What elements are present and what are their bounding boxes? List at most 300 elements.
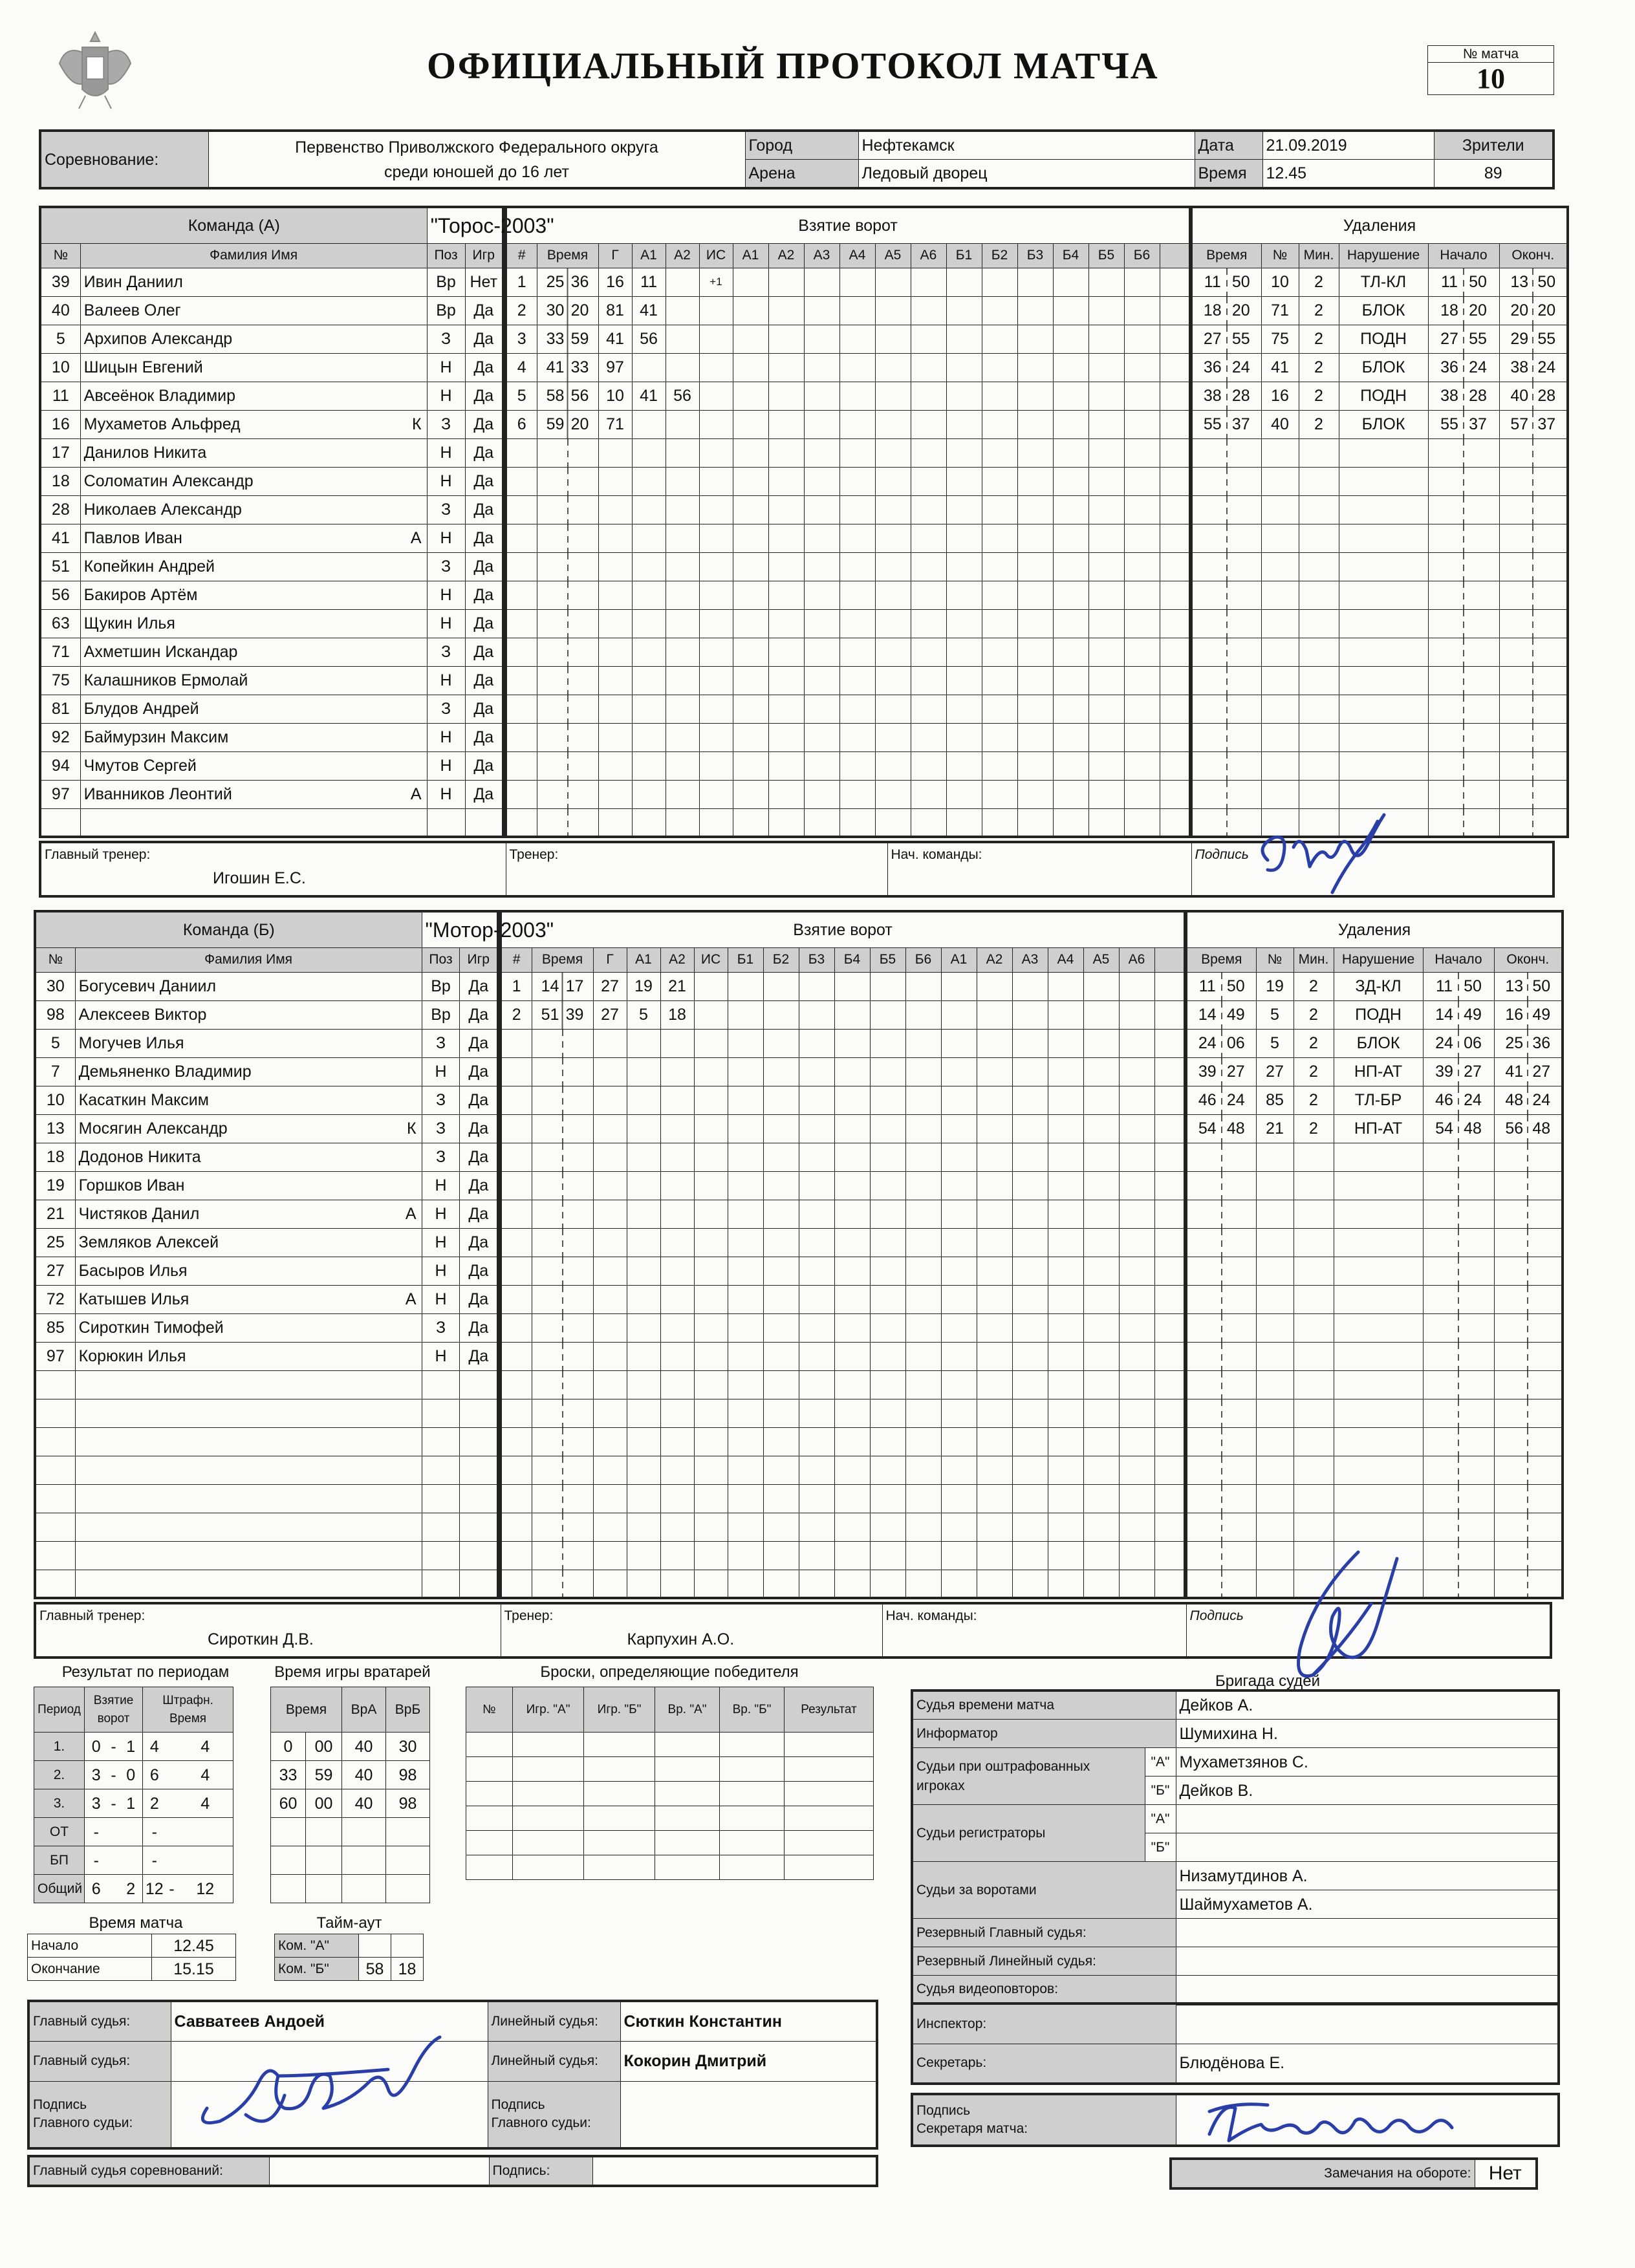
goal-judge-1: Низамутдинов А. [1176, 1862, 1559, 1890]
player-plays [460, 1541, 498, 1570]
player-number: 92 [40, 723, 80, 751]
goal-sec: 39 [565, 1006, 584, 1024]
pen-end-min: 13 [1505, 977, 1524, 995]
period-goals-a: - [85, 1818, 108, 1846]
pen-sec: 28 [1231, 387, 1250, 405]
period-row: 1. 0 - 1 4 4 [34, 1733, 233, 1761]
team_b-penalty-row [1186, 1143, 1563, 1171]
roster-col-3: Поз [422, 947, 460, 972]
team_a-player-row [40, 495, 503, 524]
goal-min: 58 [546, 387, 565, 405]
team_b-player-row [35, 972, 498, 1000]
goal-col-4: А2 [660, 947, 694, 972]
shootout-col-4: Вр. "Б" [720, 1687, 785, 1733]
team_b-penalty-row [1186, 1086, 1563, 1114]
goal-min: 33 [546, 330, 565, 348]
player-name: Чмутов Сергей [83, 757, 197, 775]
team_b-player-row [35, 1370, 498, 1399]
player-name: Данилов Никита [83, 444, 207, 462]
pen-infraction: БЛОК [1339, 410, 1428, 438]
arena-label: Арена [745, 160, 858, 189]
goal-situation: +1 [699, 268, 733, 296]
roster-col-3: Поз [427, 243, 465, 268]
timeout-b-label: Ком. "Б" [275, 1958, 359, 1981]
goal-situation [694, 1000, 728, 1029]
period-row: 2. 3 - 0 6 4 [34, 1761, 233, 1789]
team_b-player-row [35, 1484, 498, 1513]
player-name: Земляков Алексей [78, 1233, 219, 1251]
pen-start-sec: 20 [1469, 301, 1487, 319]
goal-col-9: Б4 [834, 947, 870, 972]
team_b-goal-row [501, 1143, 1185, 1171]
shootout-col-1: Игр. "А" [513, 1687, 584, 1733]
periods-col-0: Период [34, 1687, 85, 1733]
goalie-sec: 59 [306, 1761, 342, 1789]
player-number: 10 [40, 353, 80, 382]
player-position: З [427, 495, 465, 524]
pen-minutes: 2 [1299, 382, 1339, 410]
team_a-goal-row [506, 325, 1190, 353]
team_b-penalty-row [1186, 1513, 1563, 1541]
player-name: Ивин Даниил [83, 273, 183, 291]
team_a-goal-row [506, 382, 1190, 410]
period-pim-b: 12 [178, 1875, 233, 1903]
player-name: Додонов Никита [78, 1148, 201, 1166]
goal-col-13: А2 [977, 947, 1012, 972]
player-name: Блудов Андрей [83, 700, 199, 718]
player-plays: Да [460, 1000, 498, 1029]
pen-start-min: 54 [1435, 1119, 1453, 1138]
goal-min: 41 [546, 358, 565, 376]
pen-minutes: 2 [1294, 1000, 1334, 1029]
penalty-judges-label: Судьи при оштрафованных игроках [912, 1748, 1145, 1805]
shootout-row [466, 1855, 874, 1880]
roster-col-0: № [35, 947, 75, 972]
spectators-value: 89 [1434, 160, 1554, 189]
goal-col-14: А3 [1012, 947, 1048, 972]
team_a-penalty-row [1191, 325, 1568, 353]
pen-start-sec: 37 [1469, 415, 1487, 433]
team_b-penalty-row [1186, 1029, 1563, 1057]
goalie-col-2: ВрБ [386, 1687, 430, 1733]
player-number [35, 1513, 75, 1541]
shootout-col-3: Вр. "А" [655, 1687, 720, 1733]
team_a-player-row [40, 638, 503, 666]
pen-min: 46 [1198, 1091, 1217, 1109]
team_b-penalty-row [1186, 1228, 1563, 1257]
player-plays: Да [465, 467, 503, 495]
goal-assist-2 [666, 268, 699, 296]
main-sign-label-4: Главного судьи: [491, 2115, 591, 2131]
period-name: Общий [34, 1875, 85, 1903]
player-plays: Да [465, 524, 503, 552]
player-plays: Да [465, 780, 503, 808]
player-name: Валеев Олег [83, 301, 181, 319]
goal-number: 1 [501, 972, 532, 1000]
player-number: 18 [35, 1143, 75, 1171]
player-plays: Да [460, 1057, 498, 1086]
inspector [1176, 2003, 1559, 2044]
pen-minutes: 2 [1294, 972, 1334, 1000]
team_b-player-row [35, 1285, 498, 1313]
player-position: Н [422, 1257, 460, 1285]
team_b-player-row [35, 1399, 498, 1427]
team-a-signature [1248, 808, 1403, 899]
pen-col-4: Начало [1423, 947, 1494, 972]
player-number: 16 [40, 410, 80, 438]
pen-sec: 50 [1231, 273, 1250, 291]
team_a-player-row [40, 723, 503, 751]
shootout-col-5: Результат [785, 1687, 874, 1733]
player-plays: Нет [465, 268, 503, 296]
team_b-goal-row [501, 1370, 1185, 1399]
goal-number: 4 [506, 353, 537, 382]
team_a-player-row [40, 524, 503, 552]
player-number [35, 1427, 75, 1456]
pen-start-sec: 48 [1464, 1119, 1482, 1138]
time-label: Время [1195, 160, 1262, 189]
player-captain-mark: А [410, 785, 422, 803]
shootout-col-2: Игр. "Б" [584, 1687, 655, 1733]
player-number [35, 1570, 75, 1598]
goal-col-16: А5 [1083, 947, 1119, 972]
goal-col-10: А5 [875, 243, 911, 268]
player-number: 72 [35, 1285, 75, 1313]
team_a-goal-row [506, 666, 1190, 695]
period-name: ОТ [34, 1818, 85, 1846]
team_a-player-row [40, 609, 503, 638]
player-number: 18 [40, 467, 80, 495]
pen-minutes: 2 [1294, 1029, 1334, 1057]
player-number: 28 [40, 495, 80, 524]
player-number [35, 1541, 75, 1570]
pen-player: 10 [1261, 268, 1299, 296]
team_b-penalty-row [1186, 1342, 1563, 1370]
pen-end-min: 48 [1505, 1091, 1524, 1109]
goal-min: 14 [541, 977, 559, 995]
team_b-goal-row [501, 1200, 1185, 1228]
team_b-goal-row [501, 972, 1185, 1000]
pen-player: 5 [1256, 1029, 1294, 1057]
player-number: 98 [35, 1000, 75, 1029]
goal-col-8: Б3 [799, 947, 834, 972]
team_b-head-coach: Сироткин Д.В. [208, 1630, 314, 1648]
player-position [422, 1456, 460, 1484]
team_a-penalty-row [1191, 723, 1568, 751]
pen-end-min: 16 [1505, 1006, 1524, 1024]
player-position: Н [422, 1057, 460, 1086]
goal-col-1: Время [532, 947, 593, 972]
team_a-player-row [40, 751, 503, 780]
goal-col-7: А2 [768, 243, 804, 268]
main-referee-label-2: Главный судья: [28, 2041, 171, 2081]
linesman-1: Сюткин Константин [620, 2001, 877, 2041]
player-number: 51 [40, 552, 80, 581]
penalty-b-mark: "Б" [1145, 1777, 1176, 1805]
linesman-label-1: Линейный судья: [488, 2001, 620, 2041]
team_a-player-row [40, 808, 503, 837]
team_a-player-row [40, 780, 503, 808]
city-label: Город [745, 131, 858, 160]
pen-end-min: 25 [1505, 1034, 1524, 1052]
player-number: 5 [40, 325, 80, 353]
player-plays: Да [460, 1342, 498, 1370]
team_b-player-row [35, 1570, 498, 1598]
player-position: З [427, 695, 465, 723]
team_a-goal-row [506, 438, 1190, 467]
period-goals-b: 0 [120, 1761, 143, 1789]
pen-minutes: 2 [1299, 353, 1339, 382]
goal-col-3: А1 [627, 947, 660, 972]
player-plays: Да [465, 410, 503, 438]
match-time-title: Время матча [89, 1914, 183, 1932]
match-end: 15.15 [152, 1958, 236, 1981]
player-position: З [427, 410, 465, 438]
team_a-goal-row [506, 552, 1190, 581]
pen-end-sec: 49 [1532, 1006, 1551, 1024]
goal-col-1: Время [537, 243, 598, 268]
pen-infraction: БЛОК [1334, 1029, 1423, 1057]
player-plays [465, 808, 503, 837]
goal-col-3: А1 [632, 243, 666, 268]
pen-infraction: БЛОК [1339, 353, 1428, 382]
player-position: Н [427, 581, 465, 609]
goal-sec: 59 [570, 330, 589, 348]
period-goals-a: - [85, 1846, 108, 1875]
team_a-goals [504, 206, 1191, 838]
informer-label: Информатор [912, 1720, 1176, 1748]
team_b-goals [499, 910, 1186, 1599]
pen-min: 11 [1198, 977, 1216, 995]
pen-minutes: 2 [1294, 1057, 1334, 1086]
pen-col-3: Нарушение [1339, 243, 1428, 268]
pen-min: 38 [1203, 387, 1222, 405]
goalie-time-title: Время игры вратарей [274, 1663, 431, 1681]
main-referee-1: Савватеев Андоей [171, 2001, 488, 2041]
player-number: 56 [40, 581, 80, 609]
goal-scorer: 16 [598, 268, 632, 296]
player-number: 27 [35, 1257, 75, 1285]
player-plays: Да [465, 666, 503, 695]
pen-start-sec: 28 [1469, 387, 1487, 405]
team_b-player-row [35, 1342, 498, 1370]
registrars-label: Судьи регистраторы [912, 1805, 1145, 1862]
player-plays: Да [465, 751, 503, 780]
pen-min: 54 [1198, 1119, 1217, 1138]
pen-player: 5 [1256, 1000, 1294, 1029]
player-name: Шицын Евгений [83, 358, 203, 376]
goalie-row [271, 1733, 430, 1761]
player-position [427, 808, 465, 837]
pen-player: 21 [1256, 1114, 1294, 1143]
goal-sec: 17 [565, 977, 584, 995]
goal-number: 2 [506, 296, 537, 325]
team_a-goal-row [506, 495, 1190, 524]
pen-end-sec: 50 [1537, 273, 1556, 291]
goal-col-12: Б1 [946, 243, 982, 268]
player-number [35, 1399, 75, 1427]
team_b-label: Команда (Б) [35, 911, 422, 947]
pen-player: 27 [1256, 1057, 1294, 1086]
team_a-player-row [40, 325, 503, 353]
team_a-player-row [40, 438, 503, 467]
goal-scorer: 27 [593, 972, 627, 1000]
team_a-player-row [40, 382, 503, 410]
player-number: 19 [35, 1171, 75, 1200]
period-goals-b [120, 1846, 143, 1875]
team_b-goal-row [501, 1285, 1185, 1313]
player-name: Касаткин Максим [78, 1091, 209, 1109]
team_b-penalty-row [1186, 1171, 1563, 1200]
player-plays: Да [465, 723, 503, 751]
team_b-penalty-row [1186, 1456, 1563, 1484]
pen-end-sec: 55 [1537, 330, 1556, 348]
player-plays: Да [465, 438, 503, 467]
goalie-row [271, 1818, 430, 1846]
team_b-penalty-row [1186, 1200, 1563, 1228]
linesman-2: Кокорин Дмитрий [620, 2041, 877, 2081]
player-name: Архипов Александр [83, 330, 233, 348]
pen-infraction: ТЛ-БР [1334, 1086, 1423, 1114]
inspector-label: Инспектор: [912, 2003, 1176, 2044]
goal-col-17: А6 [1119, 947, 1154, 972]
player-number: 21 [35, 1200, 75, 1228]
team_b-coach-label: Тренер: [504, 1608, 554, 1623]
goal-assist-1: 41 [632, 296, 666, 325]
match-time-table [27, 1934, 236, 1981]
goal-col-13: Б2 [982, 243, 1017, 268]
player-position: Н [427, 467, 465, 495]
team_b-goal-row [501, 1171, 1185, 1200]
timeout-a-label: Ком. "А" [275, 1934, 359, 1958]
pen-infraction: ТЛ-КЛ [1339, 268, 1428, 296]
pen-infraction: ПОДН [1339, 382, 1428, 410]
period-pim-a: 6 [143, 1761, 166, 1789]
pen-end-sec: 20 [1537, 301, 1556, 319]
goal-col-2: Г [598, 243, 632, 268]
player-number: 63 [40, 609, 80, 638]
arena-value: Ледовый дворец [858, 160, 1195, 189]
pen-start-min: 11 [1436, 977, 1453, 995]
goal-col-2: Г [593, 947, 627, 972]
period-goals-a: 6 [85, 1875, 108, 1903]
player-number [35, 1456, 75, 1484]
goal-col-5: ИС [699, 243, 733, 268]
pen-player: 85 [1256, 1086, 1294, 1114]
team_a-goal-row [506, 524, 1190, 552]
goal-col-0: # [506, 243, 537, 268]
period-name: 1. [34, 1733, 85, 1761]
player-position [422, 1570, 460, 1598]
pen-end-sec: 50 [1532, 977, 1551, 995]
team_a-signature-label: Подпись [1195, 847, 1249, 862]
player-number: 5 [35, 1029, 75, 1057]
competition-line1: Первенство Приволжского Федерального округа [295, 138, 658, 157]
remarks-row [1169, 2157, 1538, 2190]
team_a-coach-label: Тренер: [509, 847, 559, 862]
player-plays: Да [465, 296, 503, 325]
goal-col-16: Б5 [1088, 243, 1124, 268]
goalie-sec: 00 [306, 1789, 342, 1818]
main-sign-label-1: Подпись [33, 2097, 87, 2113]
goalie-b: 98 [386, 1761, 430, 1789]
roster-col-0: № [40, 243, 80, 268]
main-referee-signature [181, 2031, 453, 2141]
player-name: Демьяненко Владимир [78, 1063, 252, 1081]
goalie-row [271, 1875, 430, 1903]
player-plays: Да [460, 1200, 498, 1228]
shootout-row [466, 1806, 874, 1831]
remarks-value: Нет [1475, 2159, 1537, 2188]
pen-sec: 24 [1226, 1091, 1245, 1109]
competition-line2: среди юношей до 16 лет [384, 162, 569, 181]
period-pim-b: 4 [178, 1789, 233, 1818]
goal-sec: 20 [570, 301, 589, 319]
player-plays: Да [465, 609, 503, 638]
sign-short-label: Подпись: [489, 2156, 592, 2186]
player-position [422, 1370, 460, 1399]
player-position: З [422, 1114, 460, 1143]
period-pim-a: - [143, 1846, 166, 1875]
goal-col-15: А4 [1048, 947, 1083, 972]
goal-col-8: А3 [804, 243, 839, 268]
team_a-chief-label: Нач. команды: [891, 847, 982, 862]
team_a-penalty-row [1191, 268, 1568, 296]
team_b-goal-row [501, 1570, 1185, 1598]
team_a-player-row [40, 467, 503, 495]
goal-scorer: 27 [593, 1000, 627, 1029]
pen-end-sec: 27 [1532, 1063, 1551, 1081]
reserve-linesman-label: Резервный Линейный судья: [912, 1947, 1176, 1976]
team_a-penalty-row [1191, 467, 1568, 495]
player-position: З [427, 638, 465, 666]
timeout-b-sec: 18 [391, 1958, 424, 1981]
pen-end-sec: 24 [1532, 1091, 1551, 1109]
period-pim-a: 2 [143, 1789, 166, 1818]
goalie-b: 98 [386, 1789, 430, 1818]
timeout-a-sec [391, 1934, 424, 1958]
player-number: 71 [40, 638, 80, 666]
pen-minutes: 2 [1294, 1086, 1334, 1114]
match-number-box [1427, 45, 1554, 95]
player-number: 7 [35, 1057, 75, 1086]
player-position: Н [422, 1171, 460, 1200]
goal-min: 51 [541, 1006, 559, 1024]
goal-assist-2 [666, 296, 699, 325]
goal-sec: 33 [570, 358, 589, 376]
informer: Шумихина Н. [1176, 1720, 1559, 1748]
city-value: Нефтекамск [858, 131, 1195, 160]
player-position: Н [422, 1200, 460, 1228]
pen-start-min: 24 [1435, 1034, 1453, 1052]
pen-player: 40 [1261, 410, 1299, 438]
team_b-goal-row [501, 1484, 1185, 1513]
team_a-player-row [40, 695, 503, 723]
goal-col-11: А6 [911, 243, 946, 268]
team_a-player-row [40, 581, 503, 609]
goalie-col-1: ВрА [342, 1687, 386, 1733]
player-number: 40 [40, 296, 80, 325]
team_b-penalty-row [1186, 1484, 1563, 1513]
period-pim-b [178, 1818, 233, 1846]
period-pim-a: 12 [143, 1875, 166, 1903]
player-number [40, 808, 80, 837]
team_a-goal-row [506, 353, 1190, 382]
reg-b-mark: "Б" [1145, 1833, 1176, 1862]
player-number: 97 [40, 780, 80, 808]
team_b-goal-row [501, 1541, 1185, 1570]
team_b-penalty-row [1186, 972, 1563, 1000]
